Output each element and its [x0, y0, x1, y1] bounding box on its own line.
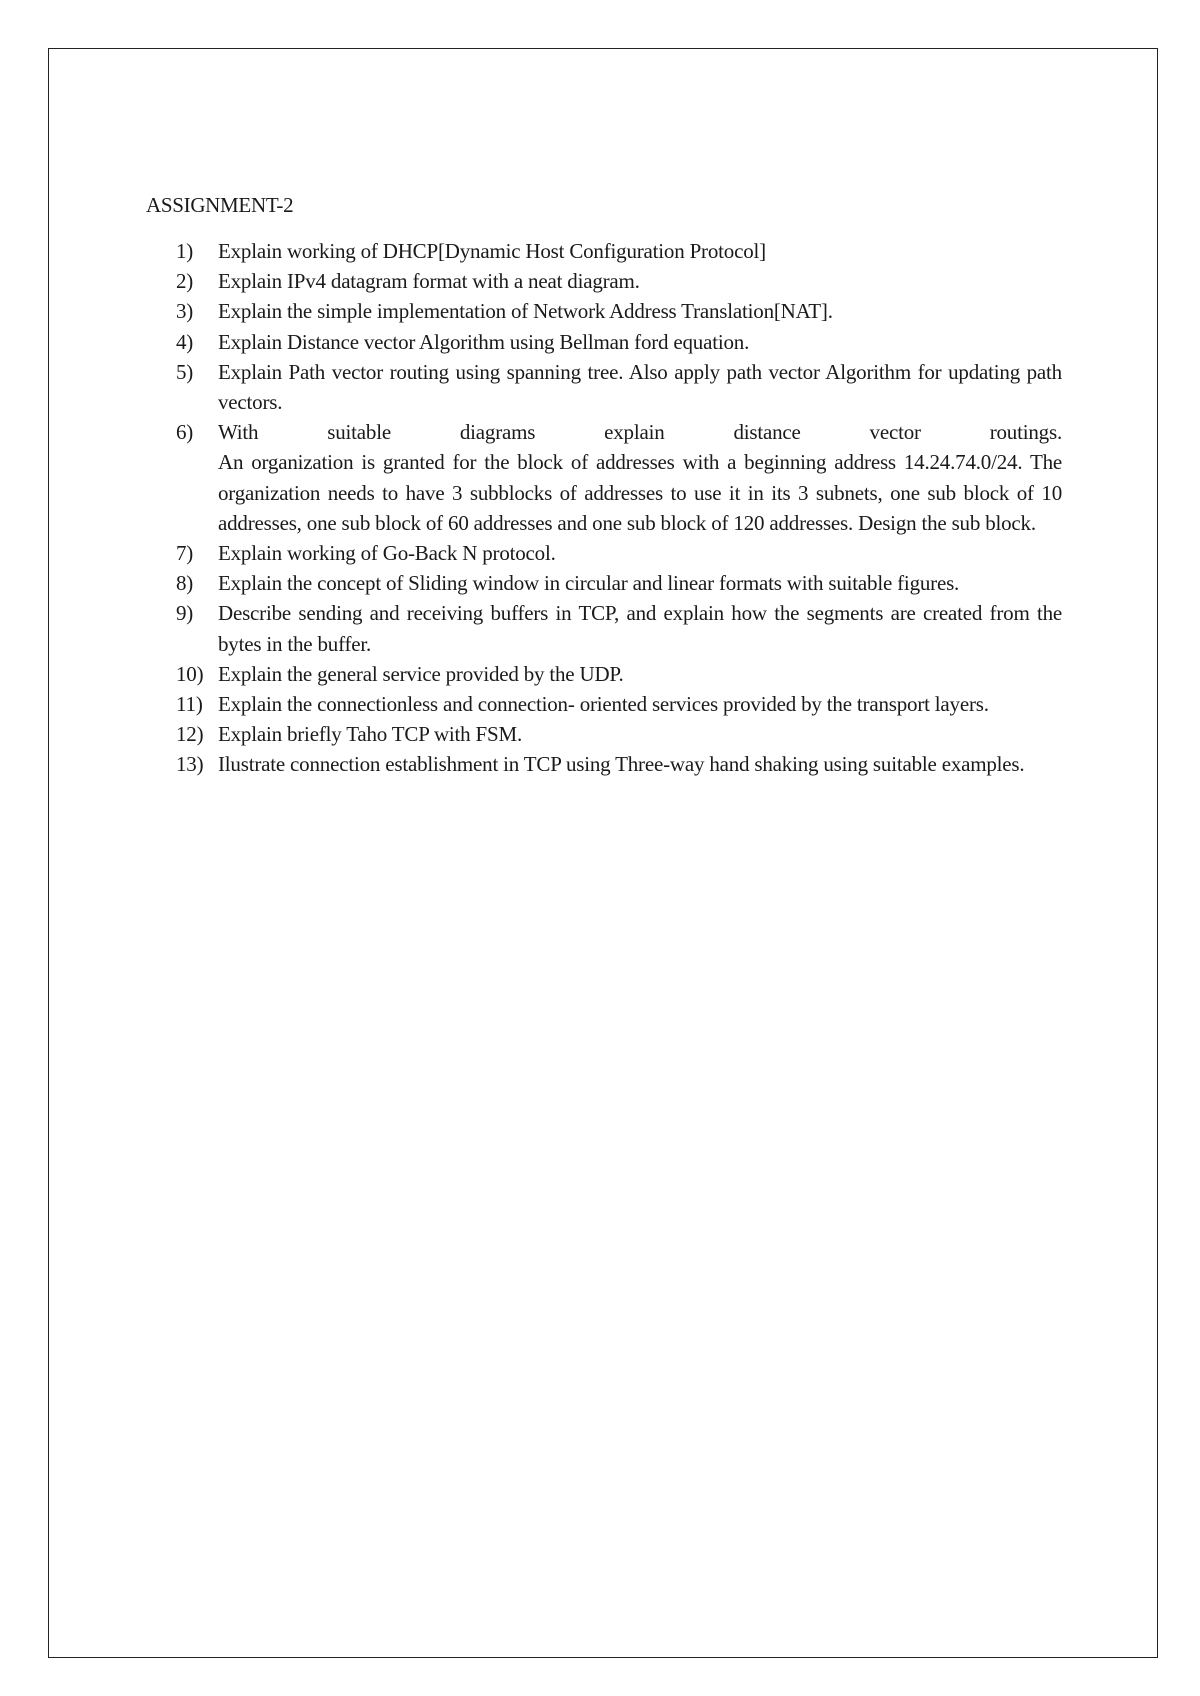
- question-number: 6): [176, 420, 194, 445]
- question-number: 13): [176, 752, 204, 777]
- question-item-2: [176, 266, 1062, 296]
- question-item-7: [176, 538, 1062, 568]
- question-text: Explain the connectionless and connection- oriented services provided by the transport layers.: [218, 692, 989, 717]
- question-text: An organization is granted for the block of addresses with a beginning address 14.24.74.0/24. The organization needs to have 3 subblocks of addresses to use it in its 3 subnets, one sub block of 10 addresses, one sub block of 60 addresses and one sub block of 120 addresses. Design the sub block.: [218, 450, 1062, 535]
- question-item-1: [176, 236, 1062, 266]
- question-item-6: [176, 417, 1062, 538]
- question-text: Explain Distance vector Algorithm using Bellman ford equation.: [218, 329, 750, 354]
- question-number: 4): [176, 329, 194, 354]
- question-number: 11): [176, 692, 203, 717]
- question-text-block: [218, 417, 1062, 538]
- question-text: Explain Path vector routing using spanning tree. Also apply path vector Algorithm for updating path vectors.: [218, 359, 1062, 415]
- question-text: Explain the concept of Sliding window in circular and linear formats with suitable figures.: [218, 571, 960, 596]
- question-text: Explain working of Go-Back N protocol.: [218, 541, 556, 566]
- question-text: Explain the simple implementation of Network Address Translation[NAT].: [218, 299, 833, 324]
- question-item-3: [176, 296, 1062, 326]
- question-item-10: [176, 659, 1062, 689]
- question-item-9: [176, 598, 1062, 658]
- question-number: 5): [176, 359, 194, 384]
- question-number: 7): [176, 541, 194, 566]
- question-number: 1): [176, 239, 194, 263]
- question-item-11: [176, 689, 1062, 719]
- question-item-4: [176, 327, 1062, 357]
- question-item-5: [176, 357, 1062, 417]
- document-title: ASSIGNMENT-2: [146, 193, 294, 217]
- question-list: [176, 236, 1062, 780]
- question-number: 12): [176, 722, 204, 747]
- question-text: Ilustrate connection establishment in TCP using Three-way hand shaking using suitable examples.: [218, 752, 1025, 777]
- question-number: 3): [176, 299, 194, 324]
- question-text: Explain working of DHCP[Dynamic Host Configuration Protocol]: [218, 239, 766, 263]
- question-item-12: [176, 719, 1062, 749]
- question-text: Describe sending and receiving buffers in TCP, and explain how the segments are created from the bytes in the buffer.: [218, 601, 1062, 656]
- question-text: Explain IPv4 datagram format with a neat diagram.: [218, 269, 640, 294]
- question-number: 10): [176, 661, 204, 686]
- question-item-8: [176, 568, 1062, 598]
- question-text-line: With suitable diagrams explain distance vector routings.: [218, 420, 1062, 445]
- question-text: Explain briefly Taho TCP with FSM.: [218, 722, 523, 747]
- question-text: Explain the general service provided by the UDP.: [218, 661, 624, 686]
- question-number: 2): [176, 269, 194, 294]
- question-number: 9): [176, 601, 194, 626]
- question-number: 8): [176, 571, 194, 596]
- question-item-13: [176, 749, 1062, 779]
